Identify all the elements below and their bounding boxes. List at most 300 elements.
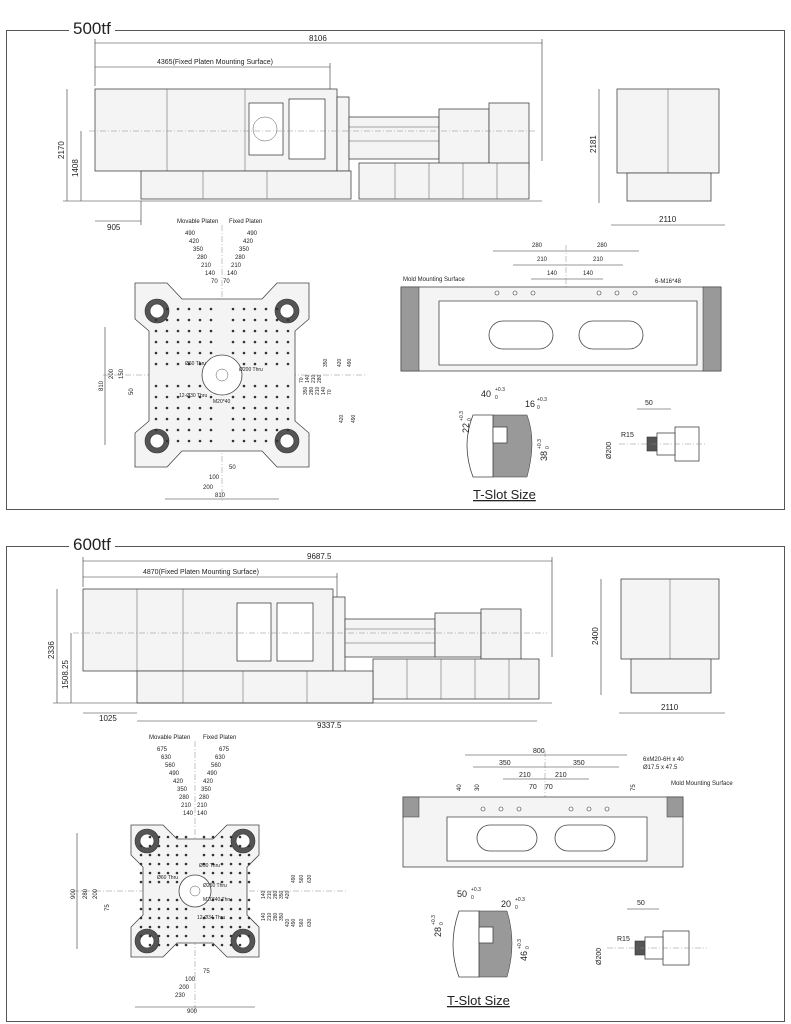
mounting-hole: [166, 352, 169, 355]
platen-dim-label: 420: [189, 239, 200, 245]
mounting-hole: [230, 863, 233, 866]
mounting-hole: [203, 935, 206, 938]
label-movable-platen: Movable Platen: [149, 735, 191, 741]
mounting-hole: [158, 908, 161, 911]
mounting-hole: [177, 341, 180, 344]
mounting-hole: [176, 908, 179, 911]
end-view: [589, 89, 725, 225]
nozzle-dim: Ø200: [606, 441, 613, 459]
mounting-hole: [243, 407, 246, 410]
mounting-hole: [243, 418, 246, 421]
dim-end-height: 2400: [591, 627, 600, 645]
mounting-hole: [254, 319, 257, 322]
section-title: 500tf: [69, 17, 115, 41]
mounting-hole: [248, 935, 251, 938]
dim-base-length: 9337.5: [317, 721, 342, 730]
mounting-hole: [221, 863, 224, 866]
mounting-hole: [221, 872, 224, 875]
platen-right-dim: 420: [285, 890, 291, 899]
mounting-hole: [287, 319, 290, 322]
mounting-hole: [265, 363, 268, 366]
mounting-hole: [265, 418, 268, 421]
tslot-dim: 28: [433, 926, 443, 937]
mold-surface-view: [401, 243, 721, 371]
nozzle-dim: 50: [645, 400, 653, 407]
mounting-hole: [158, 863, 161, 866]
mounting-hole: [155, 385, 158, 388]
mold-hole: [517, 807, 521, 811]
mold-dim: 40: [457, 784, 463, 791]
mounting-hole: [287, 396, 290, 399]
platen-center-label: M20*40: [213, 399, 231, 405]
mounting-hole: [212, 872, 215, 875]
mounting-hole: [243, 396, 246, 399]
tslot-dim: +0.3: [471, 887, 481, 893]
dim-height-center: 1408: [71, 159, 80, 177]
mounting-hole: [167, 899, 170, 902]
platen-right-dim: 350: [323, 358, 329, 367]
mounting-hole: [239, 854, 242, 857]
mounting-hole: [287, 407, 290, 410]
mold-surface-label: Mold Mounting Surface: [403, 277, 465, 283]
mounting-hole: [239, 908, 242, 911]
mounting-hole: [230, 872, 233, 875]
mounting-hole: [158, 845, 161, 848]
tslot-dim: 40: [481, 389, 492, 399]
platen-dim-label: 420: [173, 779, 184, 785]
mounting-hole: [265, 385, 268, 388]
mounting-hole: [239, 881, 242, 884]
mounting-hole: [167, 908, 170, 911]
mounting-hole: [149, 899, 152, 902]
mounting-hole: [212, 935, 215, 938]
nozzle-dim: Ø200: [596, 947, 603, 965]
mounting-hole: [243, 308, 246, 311]
mounting-hole: [176, 944, 179, 947]
mounting-hole: [243, 429, 246, 432]
mounting-hole: [199, 352, 202, 355]
platen-left-dim: 900: [71, 888, 77, 899]
mold-dim: 75: [631, 784, 637, 791]
mounting-hole: [188, 341, 191, 344]
mounting-hole: [155, 352, 158, 355]
mounting-hole: [265, 330, 268, 333]
platen-right-dim: 280: [273, 890, 279, 899]
mounting-hole: [230, 926, 233, 929]
mounting-hole: [188, 440, 191, 443]
mounting-hole: [166, 429, 169, 432]
mounting-hole: [158, 899, 161, 902]
tslot-dim: 50: [457, 889, 468, 899]
mounting-hole: [239, 917, 242, 920]
mounting-hole: [232, 330, 235, 333]
mounting-hole: [140, 881, 143, 884]
platen-dim-label: 490: [185, 231, 196, 237]
platen-right-dim: 140: [305, 374, 311, 383]
mounting-hole: [210, 341, 213, 344]
dim-height-total: 2336: [47, 641, 56, 659]
mounting-hole: [254, 418, 257, 421]
tslot-dim: 0: [525, 946, 531, 949]
mold-dim: 210: [519, 772, 531, 779]
platen-dim-label: 280: [199, 795, 210, 801]
mounting-hole: [188, 308, 191, 311]
mounting-hole: [232, 352, 235, 355]
nozzle-view: [606, 400, 707, 461]
platen-right-dim: 140: [261, 912, 267, 921]
platen-left-dim: 150: [119, 368, 125, 379]
mounting-hole: [232, 429, 235, 432]
mounting-hole: [265, 341, 268, 344]
mounting-hole: [212, 854, 215, 857]
mold-dim: 140: [547, 271, 558, 277]
platen-bottom-dim: 75: [203, 969, 210, 975]
drawing-500tf: [7, 31, 784, 509]
tslot-dim: 0: [471, 895, 474, 901]
mounting-hole: [248, 881, 251, 884]
platen-right-dim: 70: [299, 377, 305, 383]
mounting-hole: [210, 429, 213, 432]
mounting-hole: [177, 352, 180, 355]
platen-dim-label: 350: [193, 247, 204, 253]
mold-dim: 140: [583, 271, 594, 277]
mold-hole: [513, 291, 517, 295]
mounting-hole: [177, 407, 180, 410]
mounting-hole: [265, 407, 268, 410]
mounting-hole: [185, 845, 188, 848]
platen-right-dim: 490: [351, 414, 357, 423]
mold-hole: [569, 807, 573, 811]
platen-dim-label: 210: [197, 803, 208, 809]
mold-dim: 210: [593, 257, 604, 263]
mounting-hole: [155, 341, 158, 344]
platen-right-dim: 350: [279, 912, 285, 921]
mounting-hole: [140, 899, 143, 902]
platen-bottom-dim: 100: [209, 475, 220, 481]
mounting-hole: [254, 330, 257, 333]
dim-overall-length: 9687.5: [307, 552, 332, 561]
mounting-hole: [199, 341, 202, 344]
mold-hole: [615, 291, 619, 295]
mounting-hole: [176, 917, 179, 920]
mold-hole: [587, 807, 591, 811]
platen-dim-label: 420: [203, 779, 214, 785]
mounting-hole: [185, 944, 188, 947]
nozzle-dim: R15: [617, 936, 630, 943]
platen-center-label: M20*40 Thru: [203, 897, 232, 903]
dim-height-center: 1508.25: [61, 660, 70, 689]
platen-view: [99, 219, 367, 501]
mounting-hole: [230, 836, 233, 839]
mounting-hole: [287, 429, 290, 432]
mounting-hole: [188, 319, 191, 322]
platen-right-dim: 630: [307, 918, 313, 927]
mounting-hole: [243, 341, 246, 344]
mounting-hole: [149, 836, 152, 839]
mounting-hole: [158, 836, 161, 839]
dim-end-width: 2110: [659, 215, 677, 224]
tslot-view: [459, 387, 551, 502]
mounting-hole: [149, 908, 152, 911]
mounting-hole: [203, 944, 206, 947]
dim-left-offset: 1025: [99, 714, 117, 723]
mounting-hole: [276, 308, 279, 311]
tslot-dim: 16: [525, 399, 536, 409]
mounting-hole: [199, 418, 202, 421]
tslot-dim: +0.3: [537, 439, 543, 449]
mounting-hole: [210, 308, 213, 311]
mounting-hole: [140, 863, 143, 866]
mounting-hole: [276, 363, 279, 366]
mounting-hole: [177, 319, 180, 322]
mounting-hole: [254, 363, 257, 366]
mounting-hole: [140, 917, 143, 920]
mounting-hole: [155, 429, 158, 432]
mounting-hole: [239, 863, 242, 866]
mounting-hole: [158, 881, 161, 884]
mounting-hole: [149, 854, 152, 857]
mounting-hole: [185, 872, 188, 875]
mold-hole-spec: 6xM20-6H x 40: [643, 757, 684, 763]
mounting-hole: [210, 319, 213, 322]
mounting-hole: [276, 385, 279, 388]
nozzle-dim: 50: [637, 900, 645, 907]
mounting-hole: [254, 429, 257, 432]
mounting-hole: [243, 330, 246, 333]
mounting-hole: [155, 396, 158, 399]
platen-bottom-dim: 230: [175, 993, 186, 999]
mounting-hole: [140, 935, 143, 938]
mounting-hole: [210, 352, 213, 355]
mounting-hole: [155, 363, 158, 366]
mounting-hole: [149, 872, 152, 875]
mounting-hole: [158, 935, 161, 938]
mounting-hole: [276, 396, 279, 399]
mounting-hole: [221, 908, 224, 911]
mounting-hole: [212, 926, 215, 929]
tslot-dim: +0.3: [517, 939, 523, 949]
platen-right-dim: 140: [261, 890, 267, 899]
mounting-hole: [254, 352, 257, 355]
mounting-hole: [199, 319, 202, 322]
mold-hole: [605, 807, 609, 811]
side-view: [57, 34, 542, 232]
mounting-hole: [221, 845, 224, 848]
platen-left-dim: 50: [129, 388, 135, 395]
platen-right-dim: 280: [309, 386, 315, 395]
platen-bottom-dim: 100: [185, 977, 196, 983]
platen-right-dim: 280: [273, 912, 279, 921]
mounting-hole: [155, 407, 158, 410]
tslot-dim: +0.3: [495, 387, 505, 393]
mold-dim: 70: [545, 784, 553, 791]
mounting-hole: [232, 396, 235, 399]
platen-bottom-dim: 200: [203, 485, 214, 491]
mounting-hole: [166, 407, 169, 410]
mounting-hole: [239, 872, 242, 875]
mounting-hole: [158, 872, 161, 875]
platen-right-dim: 490: [291, 918, 297, 927]
mounting-hole: [176, 854, 179, 857]
mounting-hole: [230, 944, 233, 947]
mounting-hole: [276, 319, 279, 322]
mounting-hole: [243, 440, 246, 443]
label-fixed-platen: Fixed Platen: [203, 735, 237, 741]
mounting-hole: [185, 917, 188, 920]
mold-hole-spec: Ø17.5 x 47.5: [643, 765, 678, 771]
mounting-hole: [230, 845, 233, 848]
mounting-hole: [287, 385, 290, 388]
mounting-hole: [149, 935, 152, 938]
platen-center-label: 12-Ø30 Thru: [179, 393, 208, 399]
mounting-hole: [203, 845, 206, 848]
mold-dim: 350: [499, 760, 511, 767]
mounting-hole: [158, 944, 161, 947]
mounting-hole: [185, 926, 188, 929]
platen-center-label: Ø250 Thru: [203, 883, 227, 889]
platen-dim-label: 675: [219, 747, 230, 753]
tslot-dim: +0.3: [537, 397, 547, 403]
mounting-hole: [276, 330, 279, 333]
mold-hole: [481, 807, 485, 811]
mounting-hole: [199, 429, 202, 432]
mounting-hole: [188, 352, 191, 355]
mounting-hole: [230, 917, 233, 920]
platen-dim-label: 140: [197, 811, 208, 817]
mounting-hole: [248, 899, 251, 902]
nozzle-view: [596, 900, 707, 965]
platen-right-dim: 70: [327, 389, 333, 395]
mounting-hole: [176, 935, 179, 938]
dim-end-width: 2110: [661, 703, 679, 712]
tslot-dim: 0: [515, 905, 518, 911]
mold-hole: [531, 291, 535, 295]
platen-dim-label: 280: [197, 255, 208, 261]
platen-center-label: Ø50 Thru: [199, 863, 221, 869]
mounting-hole: [239, 926, 242, 929]
mounting-hole: [177, 385, 180, 388]
mounting-hole: [276, 429, 279, 432]
mounting-hole: [276, 440, 279, 443]
label-fixed-platen: Fixed Platen: [229, 219, 263, 225]
mounting-hole: [276, 407, 279, 410]
platen-right-dim: 350: [279, 890, 285, 899]
mounting-hole: [149, 926, 152, 929]
mold-dim: 350: [573, 760, 585, 767]
platen-bottom-dim: 50: [229, 465, 236, 471]
mounting-hole: [167, 836, 170, 839]
mounting-hole: [203, 836, 206, 839]
mounting-hole: [230, 908, 233, 911]
mounting-hole: [221, 854, 224, 857]
platen-right-dim: 350: [303, 386, 309, 395]
platen-dim-label: 210: [231, 263, 242, 269]
mounting-hole: [158, 917, 161, 920]
mounting-hole: [203, 854, 206, 857]
mounting-hole: [287, 352, 290, 355]
mounting-hole: [287, 330, 290, 333]
mounting-hole: [243, 319, 246, 322]
platen-bottom-dim: 200: [179, 985, 190, 991]
platen-dim-label: 140: [227, 271, 238, 277]
mounting-hole: [199, 330, 202, 333]
mounting-hole: [265, 429, 268, 432]
platen-bottom-dim: 810: [215, 493, 226, 499]
mounting-hole: [199, 308, 202, 311]
tslot-dim: +0.3: [431, 915, 437, 925]
mounting-hole: [212, 944, 215, 947]
platen-left-dim: 280: [83, 888, 89, 899]
tslot-dim: 0: [495, 395, 498, 401]
tslot-title: T-Slot Size: [447, 993, 510, 1008]
platen-view: [71, 735, 347, 1015]
platen-dim-label: 350: [201, 787, 212, 793]
mounting-hole: [188, 385, 191, 388]
mold-hole: [499, 807, 503, 811]
mounting-hole: [167, 935, 170, 938]
mounting-hole: [230, 881, 233, 884]
mounting-hole: [166, 308, 169, 311]
platen-dim-label: 560: [211, 763, 222, 769]
mounting-hole: [248, 845, 251, 848]
tslot-title: T-Slot Size: [473, 487, 536, 502]
platen-right-dim: 210: [315, 386, 321, 395]
platen-dim-label: 280: [179, 795, 190, 801]
mounting-hole: [210, 330, 213, 333]
mounting-hole: [243, 352, 246, 355]
platen-left-dim: 810: [99, 380, 105, 391]
mounting-hole: [140, 845, 143, 848]
section-title: 600tf: [69, 533, 115, 557]
platen-right-dim: 420: [285, 918, 291, 927]
platen-right-dim: 560: [299, 874, 305, 883]
dim-left-offset: 905: [107, 223, 121, 232]
mounting-hole: [232, 407, 235, 410]
mounting-hole: [188, 418, 191, 421]
tslot-dim: 38: [539, 450, 549, 461]
mounting-hole: [265, 396, 268, 399]
mounting-hole: [176, 899, 179, 902]
mounting-hole: [166, 330, 169, 333]
mounting-hole: [155, 330, 158, 333]
mounting-hole: [248, 917, 251, 920]
mounting-hole: [210, 407, 213, 410]
mounting-hole: [248, 863, 251, 866]
mounting-hole: [248, 926, 251, 929]
mold-dim: 30: [475, 784, 481, 791]
mounting-hole: [167, 881, 170, 884]
mounting-hole: [212, 836, 215, 839]
mounting-hole: [239, 935, 242, 938]
platen-dim-label: 70: [223, 279, 230, 285]
mounting-hole: [185, 836, 188, 839]
mounting-hole: [239, 845, 242, 848]
tslot-dim: 0: [545, 446, 551, 449]
mounting-hole: [254, 396, 257, 399]
mounting-hole: [140, 926, 143, 929]
platen-right-dim: 490: [347, 358, 353, 367]
mounting-hole: [176, 845, 179, 848]
section-500tf: [6, 19, 785, 510]
mold-dim: 800: [533, 748, 545, 755]
mounting-hole: [140, 854, 143, 857]
mounting-hole: [140, 908, 143, 911]
platen-dim-label: 280: [235, 255, 246, 261]
platen-left-dim: 200: [93, 888, 99, 899]
platen-dim-label: 490: [247, 231, 258, 237]
mold-dim: 210: [537, 257, 548, 263]
mounting-hole: [177, 418, 180, 421]
